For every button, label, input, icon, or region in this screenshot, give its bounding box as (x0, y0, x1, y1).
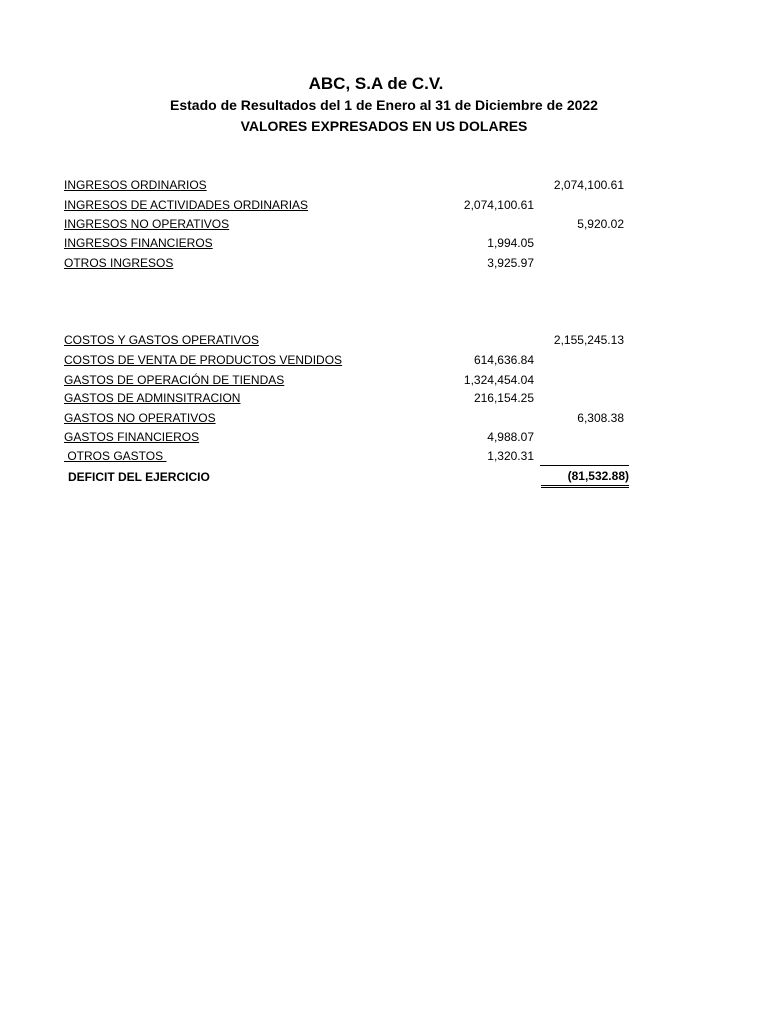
row-label: GASTOS DE OPERACIÓN DE TIENDAS (64, 373, 285, 387)
row-total: 6,308.38 (577, 411, 624, 425)
row-label: OTROS INGRESOS (64, 256, 174, 270)
total-value: (81,532.88) (541, 468, 629, 488)
income-row (64, 176, 630, 195)
expense-row (64, 428, 630, 447)
row-subtotal: 1,320.31 (487, 449, 534, 463)
row-label: GASTOS FINANCIEROS (64, 430, 200, 444)
income-row (64, 254, 630, 273)
expense-row (64, 389, 630, 408)
currency-note: VALORES EXPRESADOS EN US DOLARES (240, 118, 528, 134)
row-subtotal: 1,994.05 (487, 236, 534, 250)
row-label: GASTOS DE ADMINSITRACION (64, 391, 241, 405)
company-name: ABC, S.A de C.V. (308, 74, 444, 93)
row-label: INGRESOS ORDINARIOS (64, 178, 207, 192)
row-label: GASTOS NO OPERATIVOS (64, 411, 216, 425)
income-row (64, 215, 630, 234)
income-row (64, 196, 630, 215)
subtotal-rule (540, 465, 629, 466)
expense-row (64, 351, 630, 370)
row-label: INGRESOS NO OPERATIVOS (64, 217, 230, 231)
row-subtotal: 614,636.84 (473, 353, 534, 367)
expense-row (64, 409, 630, 428)
total-label: DEFICIT DEL EJERCICIO (68, 470, 210, 484)
total-row (64, 468, 630, 487)
row-subtotal: 3,925.97 (487, 256, 534, 270)
row-label: OTROS GASTOS (64, 449, 167, 463)
expense-row (64, 371, 630, 390)
row-label: COSTOS DE VENTA DE PRODUCTOS VENDIDOS (64, 353, 343, 367)
expense-row (64, 331, 630, 350)
row-total: 2,074,100.61 (553, 178, 624, 192)
statement-title: Estado de Resultados del 1 de Enero al 31 de Diciembre de 2022 (170, 97, 598, 113)
row-subtotal: 1,324,454.04 (463, 373, 534, 387)
expense-row (64, 447, 630, 466)
row-subtotal: 216,154.25 (473, 391, 534, 405)
row-label: INGRESOS FINANCIEROS (64, 236, 213, 250)
row-label: COSTOS Y GASTOS OPERATIVOS (64, 333, 259, 347)
row-total: 2,155,245.13 (553, 333, 624, 347)
income-row (64, 234, 630, 253)
row-label: INGRESOS DE ACTIVIDADES ORDINARIAS (64, 198, 309, 212)
row-subtotal: 4,988.07 (487, 430, 534, 444)
row-subtotal: 2,074,100.61 (463, 198, 534, 212)
row-total: 5,920.02 (577, 217, 624, 231)
